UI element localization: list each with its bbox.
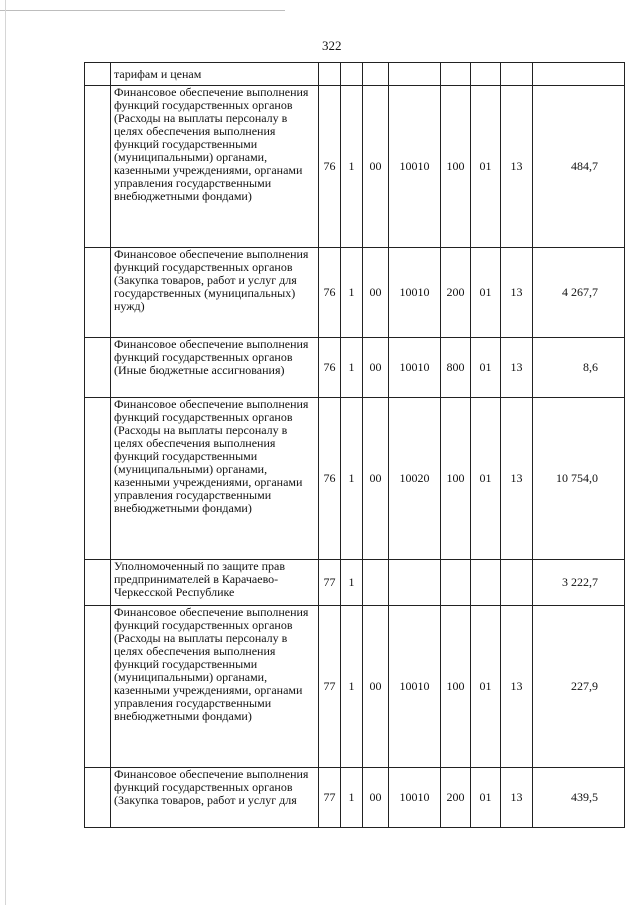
row-index-cell <box>85 768 111 828</box>
budget-table <box>84 62 625 828</box>
code-expense-type <box>441 560 471 606</box>
code-expense-type: 200 <box>441 768 471 828</box>
code-admin: 77 <box>319 560 341 606</box>
table-row <box>85 398 625 560</box>
code-section: 01 <box>471 606 501 768</box>
code-expense-type: 200 <box>441 248 471 338</box>
row-amount: 10 754,0 <box>533 398 625 560</box>
code-direction: 10010 <box>389 248 441 338</box>
row-name: Финансовое обеспечение выполнения функций государственных органов (Расходы на выплаты персоналу в целях обеспечения выполнения функций государственными (муниципальными) органами, казенными учреждениями, органами управления государственными внебюджетными фондами) <box>111 86 319 248</box>
code-subprogram: 00 <box>363 398 389 560</box>
code-program: 1 <box>341 338 363 398</box>
row-name: Финансовое обеспечение выполнения функций государственных органов (Закупка товаров, работ и услуг для государственных (муниципальных) нужд) <box>111 248 319 338</box>
row-amount: 439,5 <box>533 768 625 828</box>
row-amount <box>533 63 625 86</box>
code-program <box>341 63 363 86</box>
row-index-cell <box>85 606 111 768</box>
scan-edge-left <box>5 0 6 905</box>
row-amount: 227,9 <box>533 606 625 768</box>
row-amount: 3 222,7 <box>533 560 625 606</box>
code-direction: 10010 <box>389 338 441 398</box>
code-direction: 10010 <box>389 86 441 248</box>
code-admin: 77 <box>319 768 341 828</box>
row-index-cell <box>85 560 111 606</box>
code-admin: 77 <box>319 606 341 768</box>
code-section: 01 <box>471 338 501 398</box>
code-direction: 10010 <box>389 768 441 828</box>
code-subprogram <box>363 63 389 86</box>
scan-edge-top <box>0 10 285 11</box>
code-subprogram: 00 <box>363 606 389 768</box>
code-program: 1 <box>341 248 363 338</box>
row-amount: 8,6 <box>533 338 625 398</box>
row-index-cell <box>85 63 111 86</box>
code-expense-type: 800 <box>441 338 471 398</box>
row-name: Финансовое обеспечение выполнения функций государственных органов (Иные бюджетные ассигнования) <box>111 338 319 398</box>
code-subprogram: 00 <box>363 338 389 398</box>
row-index-cell <box>85 86 111 248</box>
row-amount: 4 267,7 <box>533 248 625 338</box>
code-admin: 76 <box>319 86 341 248</box>
row-index-cell <box>85 248 111 338</box>
code-expense-type: 100 <box>441 398 471 560</box>
table-row <box>85 248 625 338</box>
code-direction: 10010 <box>389 606 441 768</box>
code-expense-type: 100 <box>441 606 471 768</box>
code-admin: 76 <box>319 338 341 398</box>
code-expense-type <box>441 63 471 86</box>
code-subprogram: 00 <box>363 768 389 828</box>
code-section <box>471 560 501 606</box>
code-program: 1 <box>341 768 363 828</box>
code-subsection: 13 <box>501 768 533 828</box>
code-admin: 76 <box>319 398 341 560</box>
code-subsection: 13 <box>501 248 533 338</box>
table-row <box>85 606 625 768</box>
row-name: Финансовое обеспечение выполнения функций государственных органов (Закупка товаров, работ и услуг для <box>111 768 319 828</box>
row-index-cell <box>85 338 111 398</box>
code-direction <box>389 63 441 86</box>
code-subsection: 13 <box>501 398 533 560</box>
code-subsection: 13 <box>501 86 533 248</box>
code-section <box>471 63 501 86</box>
row-amount: 484,7 <box>533 86 625 248</box>
table-row <box>85 86 625 248</box>
code-section: 01 <box>471 398 501 560</box>
code-program: 1 <box>341 606 363 768</box>
code-direction <box>389 560 441 606</box>
code-program: 1 <box>341 560 363 606</box>
row-index-cell <box>85 398 111 560</box>
code-section: 01 <box>471 768 501 828</box>
row-name: Уполномоченный по защите прав предпринимателей в Карачаево-Черкесской Республике <box>111 560 319 606</box>
code-section: 01 <box>471 248 501 338</box>
code-admin: 76 <box>319 248 341 338</box>
table-row <box>85 560 625 606</box>
table-row <box>85 63 625 86</box>
page-number: 322 <box>322 38 342 53</box>
row-name: Финансовое обеспечение выполнения функций государственных органов (Расходы на выплаты персоналу в целях обеспечения выполнения функций государственными (муниципальными) органами, казенными учреждениями, органами управления государственными внебюджетными фондами) <box>111 606 319 768</box>
code-program: 1 <box>341 86 363 248</box>
code-direction: 10020 <box>389 398 441 560</box>
code-subprogram <box>363 560 389 606</box>
code-program: 1 <box>341 398 363 560</box>
row-name: тарифам и ценам <box>111 63 319 86</box>
code-subsection: 13 <box>501 606 533 768</box>
code-admin <box>319 63 341 86</box>
code-expense-type: 100 <box>441 86 471 248</box>
row-name: Финансовое обеспечение выполнения функций государственных органов (Расходы на выплаты персоналу в целях обеспечения выполнения функций государственными (муниципальными) органами, казенными учреждениями, органами управления государственными внебюджетными фондами) <box>111 398 319 560</box>
code-subsection: 13 <box>501 338 533 398</box>
code-subprogram: 00 <box>363 86 389 248</box>
code-subsection <box>501 63 533 86</box>
code-section: 01 <box>471 86 501 248</box>
code-subprogram: 00 <box>363 248 389 338</box>
table-row <box>85 338 625 398</box>
code-subsection <box>501 560 533 606</box>
table-row <box>85 768 625 828</box>
